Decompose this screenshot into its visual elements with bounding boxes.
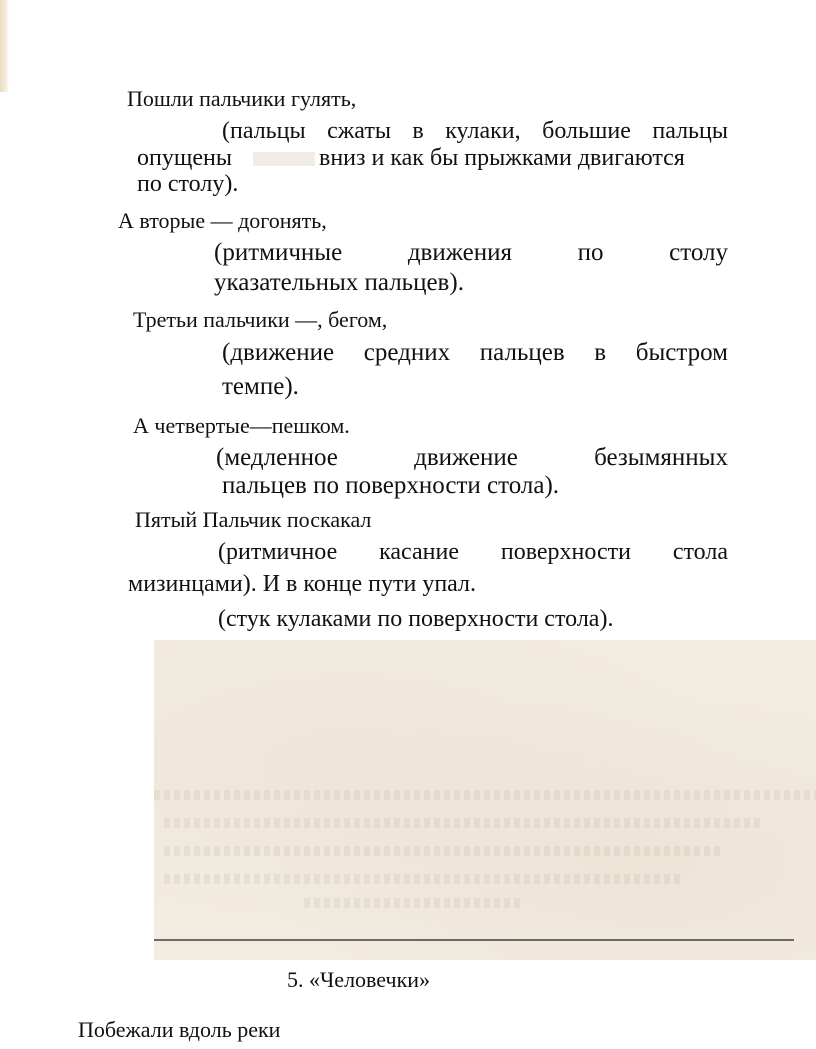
note-1-row-3: по столу). xyxy=(137,171,239,197)
note-1-row-1 xyxy=(222,118,728,145)
bleed-through-line xyxy=(304,898,524,908)
word: движение xyxy=(414,444,518,471)
word: касание xyxy=(379,539,459,565)
word: (ритмичное xyxy=(218,539,338,565)
word: поверхности xyxy=(500,539,631,565)
word: движения xyxy=(407,239,513,266)
word: в xyxy=(412,118,424,144)
word: (ритмичные xyxy=(214,239,343,266)
word: сжаты xyxy=(327,118,391,144)
note-5-row-1 xyxy=(218,539,728,566)
bleed-through-line xyxy=(164,874,684,884)
bleed-through-line xyxy=(164,818,764,828)
page-edge-stain xyxy=(0,0,9,92)
note-3-row-2: темпе). xyxy=(222,373,299,400)
note-4-row-2: пальцев по поверхности стола). xyxy=(222,472,560,499)
word: быстром xyxy=(635,339,728,366)
poem-line-1: Пошли пальчики гулять, xyxy=(127,86,357,111)
poem-line-3: Третьи пальчики —, бегом, xyxy=(133,307,388,332)
note-4-row-1 xyxy=(216,444,728,472)
word: в xyxy=(594,339,607,366)
word: кулаки, xyxy=(445,118,521,144)
word: (пальцы xyxy=(222,118,306,144)
scan-smudge xyxy=(253,152,315,166)
note-2-row-1 xyxy=(214,239,728,267)
note-1-row-2a: опущены xyxy=(137,145,232,171)
note-3-row-1 xyxy=(222,339,728,367)
word: столу xyxy=(669,239,728,266)
poem-line-5: Пятый Пальчик поскакал xyxy=(135,507,372,532)
poem-line-4: А четвертые—пешком. xyxy=(133,413,350,438)
word: большие xyxy=(542,118,631,144)
word: стола xyxy=(672,539,728,565)
bleed-through-line xyxy=(154,790,816,800)
section-first-line: Побежали вдоль реки xyxy=(78,1017,281,1042)
word: средних xyxy=(363,339,451,366)
note-1-row-2b: вниз и как бы прыжками двигаются xyxy=(319,145,685,171)
section-heading: 5. «Человечки» xyxy=(287,967,431,992)
horizontal-rule xyxy=(154,939,794,941)
note-5-row-2: мизинцами). И в конце пути упал. xyxy=(128,571,477,597)
word: пальцы xyxy=(652,118,728,144)
word: безымянных xyxy=(594,444,728,471)
word: пальцев xyxy=(479,339,565,366)
word: (движение xyxy=(222,339,335,366)
poem-line-2: А вторые — догонять, xyxy=(118,208,327,233)
bleed-through-line xyxy=(164,846,724,856)
note-2-row-2: указательных пальцев). xyxy=(214,269,464,296)
word: (медленное xyxy=(216,444,338,471)
scanned-paper-fragment xyxy=(154,640,816,960)
note-6: (стук кулаками по поверхности стола). xyxy=(218,606,614,632)
word: по xyxy=(577,239,604,266)
